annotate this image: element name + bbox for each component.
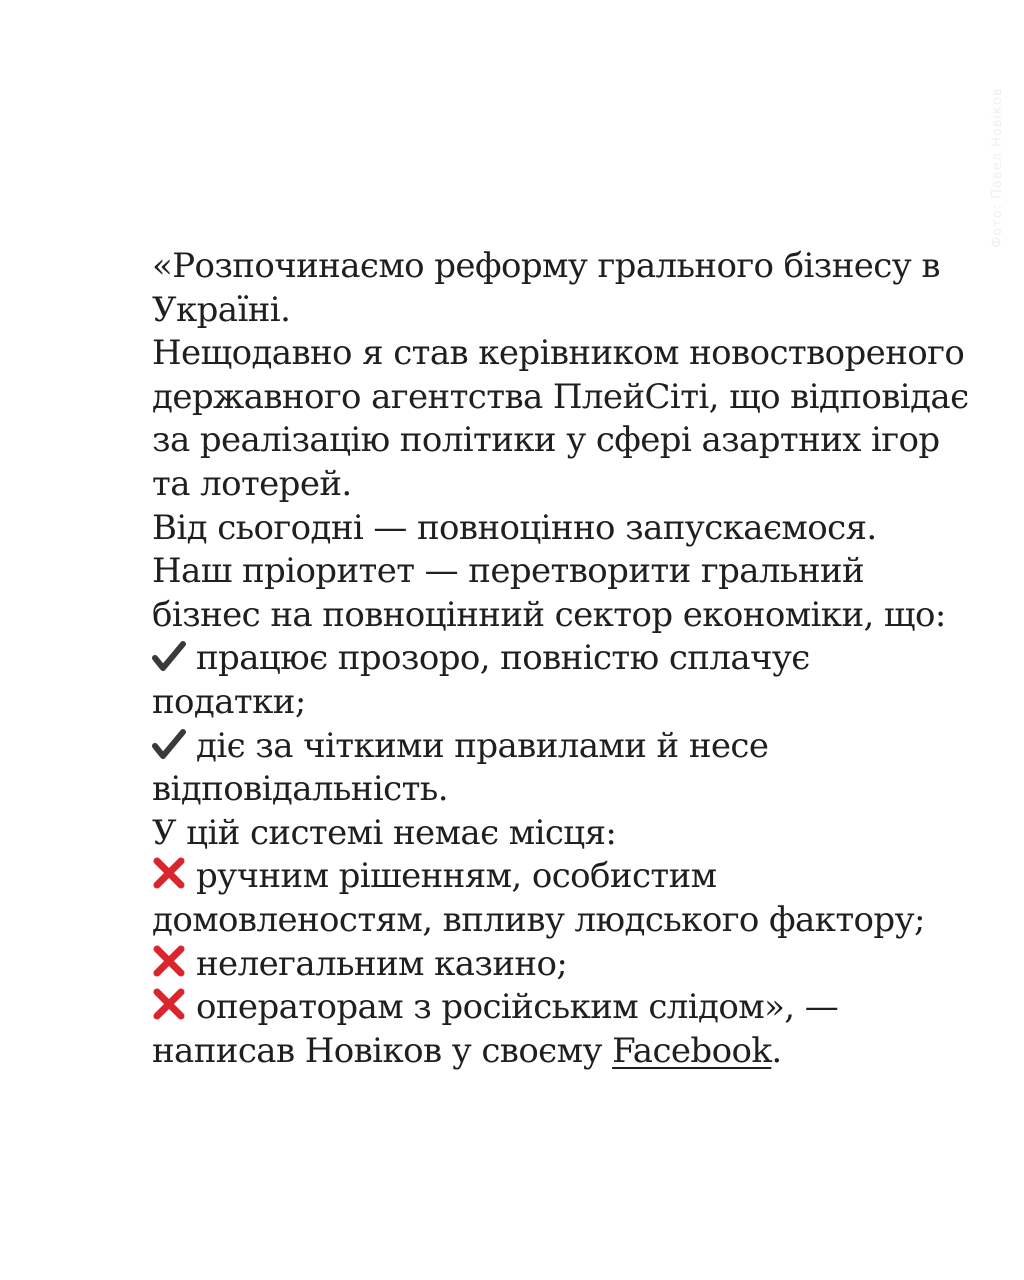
outro-paragraph	[152, 1030, 972, 1074]
cross-list-item	[152, 855, 972, 942]
quote-text-block	[152, 245, 972, 1073]
cross-item-text: ручним рішенням, особистим домовленостям, впливу людського фактору;	[152, 856, 925, 940]
check-list-item	[152, 637, 972, 724]
intro-paragraph: «Розпочинаємо реформу грального бізнесу в Україні.	[152, 246, 940, 330]
paragraph-launch: Від сьогодні — повноцінно запускаємося.	[152, 507, 877, 548]
check-mark-icon	[152, 729, 190, 759]
paragraph-no-place: У цій системі немає місця:	[152, 812, 617, 853]
cross-item-text: нелегальним казино;	[196, 943, 568, 984]
cross-list-item	[152, 986, 972, 1030]
paragraph-agency: Нещодавно я став керівником новоствореного державного агентства ПлейСіті, що відповідає за реалізацію політики у сфері азартних ігор та лотерей.	[152, 333, 969, 504]
check-mark-icon	[152, 641, 190, 671]
cross-mark-icon	[152, 857, 190, 889]
check-item-text: діє за чіткими правилами й несе відповідальність.	[152, 725, 769, 810]
check-item-text: працює прозоро, повністю сплачує податки;	[152, 638, 810, 722]
facebook-link[interactable]: Facebook	[612, 1030, 772, 1071]
photo-credit-watermark: Фото: Павел Новіков	[990, 87, 1005, 248]
cross-item-text: операторам з російським слідом», —	[196, 987, 839, 1028]
cross-list-item	[152, 943, 972, 987]
outro-period: .	[771, 1030, 782, 1071]
check-list-item	[152, 725, 972, 812]
paragraph-priority: Наш пріоритет — перетворити гральний бізнес на повноцінний сектор економіки, що:	[152, 551, 946, 635]
cross-mark-icon	[152, 945, 190, 977]
outro-text: написав Новіков у своєму	[152, 1030, 602, 1071]
cross-mark-icon	[152, 988, 190, 1020]
